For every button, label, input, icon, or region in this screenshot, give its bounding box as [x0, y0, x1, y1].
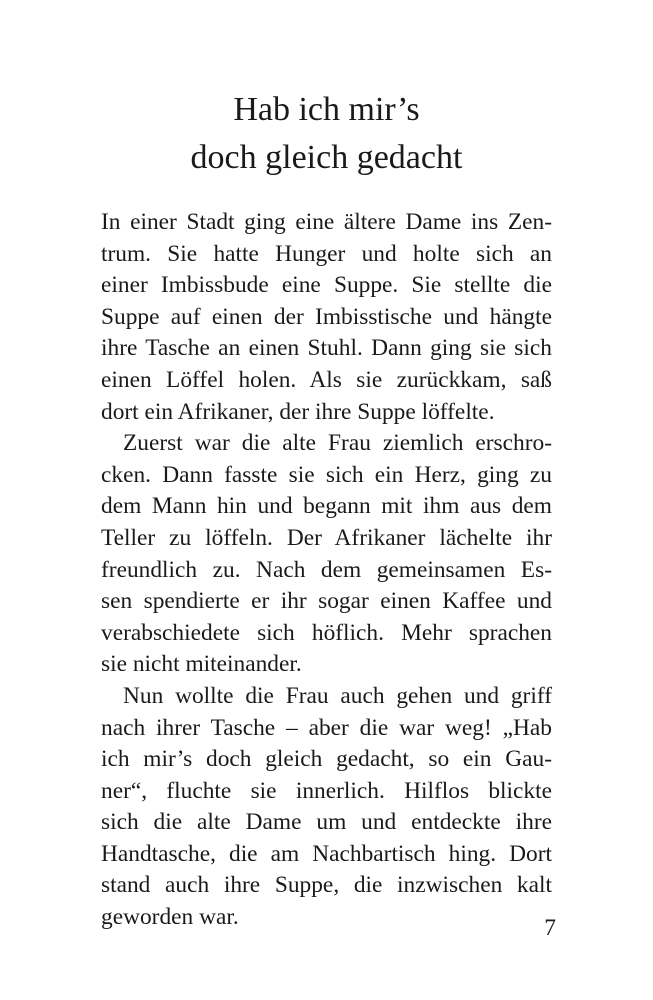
text-line: freundlich zu. Nach dem gemeinsamen Es- [101, 556, 552, 583]
text-line: ihre Tasche an einen Stuhl. Dann ging sie sich [101, 335, 552, 362]
paragraph-3 [101, 681, 552, 934]
text-line: trum. Sie hatte Hunger und holte sich an [101, 240, 552, 267]
chapter-title [0, 86, 653, 182]
text-line: dort ein Afrikaner, der ihre Suppe löffelte. [101, 398, 495, 425]
text-line: Suppe auf einen der Imbisstische und hängte [101, 303, 552, 330]
text-line: ner“, fluchte sie innerlich. Hilflos blickte [101, 777, 552, 804]
text-line: dem Mann hin und begann mit ihm aus dem [101, 493, 552, 520]
text-line: Nun wollte die Frau auch gehen und griff [123, 682, 552, 709]
paragraph-1 [101, 207, 552, 428]
text-line: Handtasche, die am Nachbartisch hing. Dort [101, 840, 552, 867]
text-line: In einer Stadt ging eine ältere Dame ins Zen- [101, 209, 552, 235]
text-line: cken. Dann fasste sie sich ein Herz, ging zu [101, 461, 552, 488]
text-line: geworden war. [101, 904, 239, 931]
text-line: stand auch ihre Suppe, die inzwischen kalt [101, 872, 552, 899]
text-line: einer Imbissbude eine Suppe. Sie stellte die [101, 272, 552, 299]
text-line: einen Löffel holen. Als sie zurückkam, saß [101, 366, 552, 393]
text-line: verabschiedete sich höflich. Mehr sprachen [101, 619, 552, 646]
text-line: sich die alte Dame um und entdeckte ihre [101, 809, 552, 836]
paragraph-2 [101, 428, 552, 681]
text-line: nach ihrer Tasche – aber die war weg! „Hab [101, 714, 552, 741]
page-number: 7 [544, 915, 556, 941]
text-line: Zuerst war die alte Frau ziemlich erschro- [123, 430, 552, 457]
chapter-title-line-2: doch gleich gedacht [190, 139, 463, 176]
text-line: sie nicht miteinander. [101, 651, 302, 678]
chapter-title-line-1: Hab ich mir’s [233, 91, 420, 128]
text-line: ich mir’s doch gleich gedacht, so ein Gau- [101, 746, 552, 773]
body-text [101, 207, 552, 934]
text-line: Teller zu löffeln. Der Afrikaner lächelte ihr [101, 524, 552, 551]
text-line: sen spendierte er ihr sogar einen Kaffee und [101, 588, 552, 615]
